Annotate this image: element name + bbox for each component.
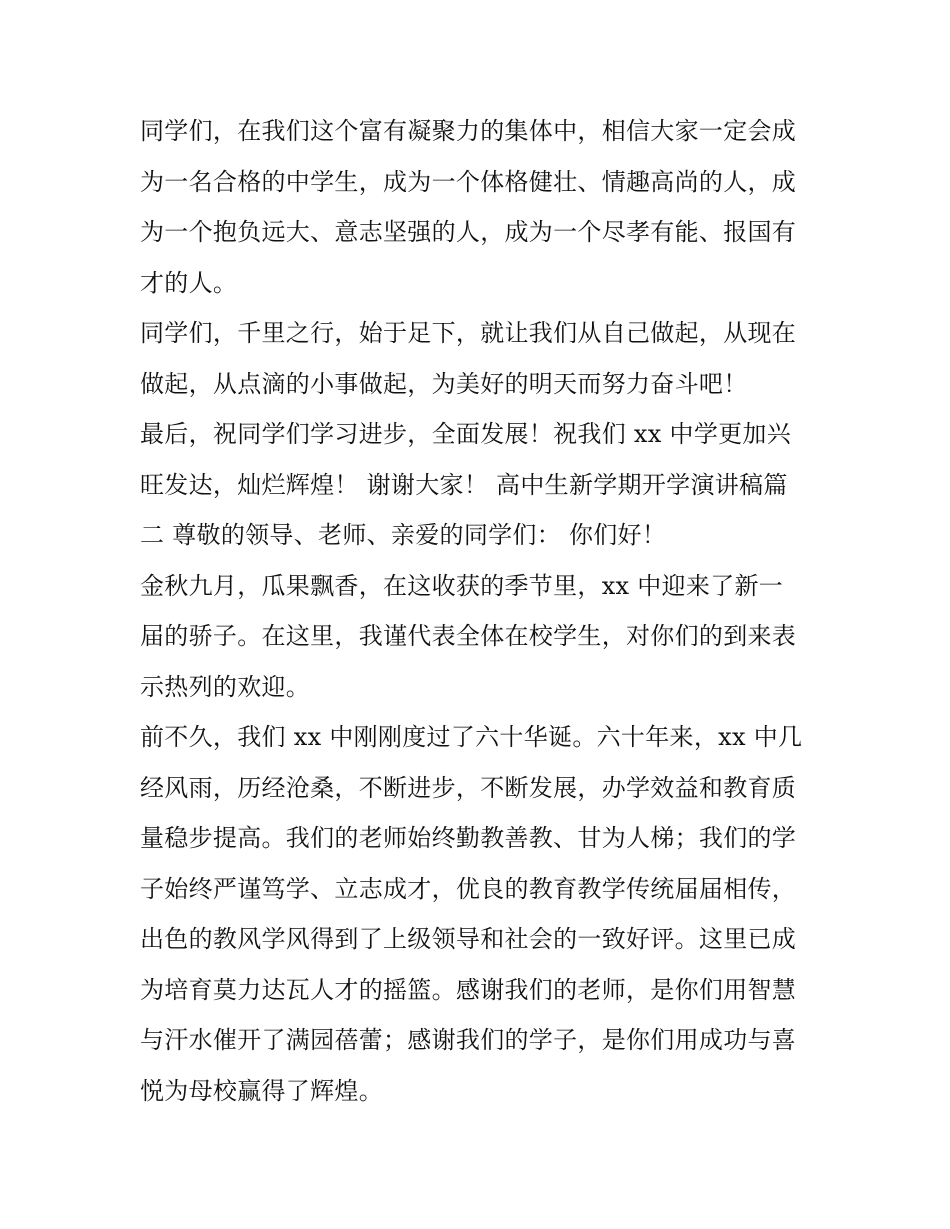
text-line: 为一个抱负远大、意志坚强的人，成为一个尽孝有能、报国有: [140, 218, 797, 246]
text-line: 届的骄子。在这里，我谨代表全体在校学生，对你们的到来表: [140, 622, 797, 650]
text-line: 量稳步提高。我们的老师始终勤教善教、甘为人梯；我们的学: [140, 824, 797, 852]
text-line: 最后，祝同学们学习进步，全面发展！祝我们 xx 中学更加兴: [140, 420, 792, 448]
text-line: 二 尊敬的领导、老师、亲爱的同学们： 你们好！: [140, 521, 667, 549]
text-line: 做起，从点滴的小事做起，为美好的明天而努力奋斗吧！: [140, 369, 748, 398]
text-line: 旺发达，灿烂辉煌！ 谢谢大家！ 高中生新学期开学演讲稿篇: [140, 470, 788, 499]
text-line: 悦为母校赢得了辉煌。: [140, 1076, 383, 1105]
text-line: 出色的教风学风得到了上级领导和社会的一致好评。这里已成: [140, 925, 797, 953]
text-line: 示热列的欢迎。: [140, 672, 311, 701]
text-line: 金秋九月，瓜果飘香，在这收获的季节里，xx 中迎来了新一: [140, 571, 784, 600]
text-line: 子始终严谨笃学、立志成才，优良的教育教学传统届届相传，: [140, 874, 797, 903]
text-line: 同学们，在我们这个富有凝聚力的集体中，相信大家一定会成: [140, 117, 797, 145]
text-line: 与汗水催开了满园蓓蕾；感谢我们的学子，是你们用成功与喜: [140, 1026, 797, 1054]
text-line: 才的人。: [140, 268, 238, 297]
document-body: [140, 106, 820, 1116]
text-line: 为培育莫力达瓦人才的摇篮。感谢我们的老师，是你们用智慧: [140, 975, 797, 1004]
text-line: 经风雨，历经沧桑，不断进步，不断发展，办学效益和教育质: [140, 773, 797, 802]
text-line: 前不久，我们 xx 中刚刚度过了六十华诞。六十年来，xx 中几: [140, 723, 803, 751]
text-line: 为一名合格的中学生，成为一个体格健壮、情趣高尚的人，成: [140, 167, 797, 196]
text-line: 同学们，千里之行，始于足下，就让我们从自己做起，从现在: [140, 319, 797, 347]
